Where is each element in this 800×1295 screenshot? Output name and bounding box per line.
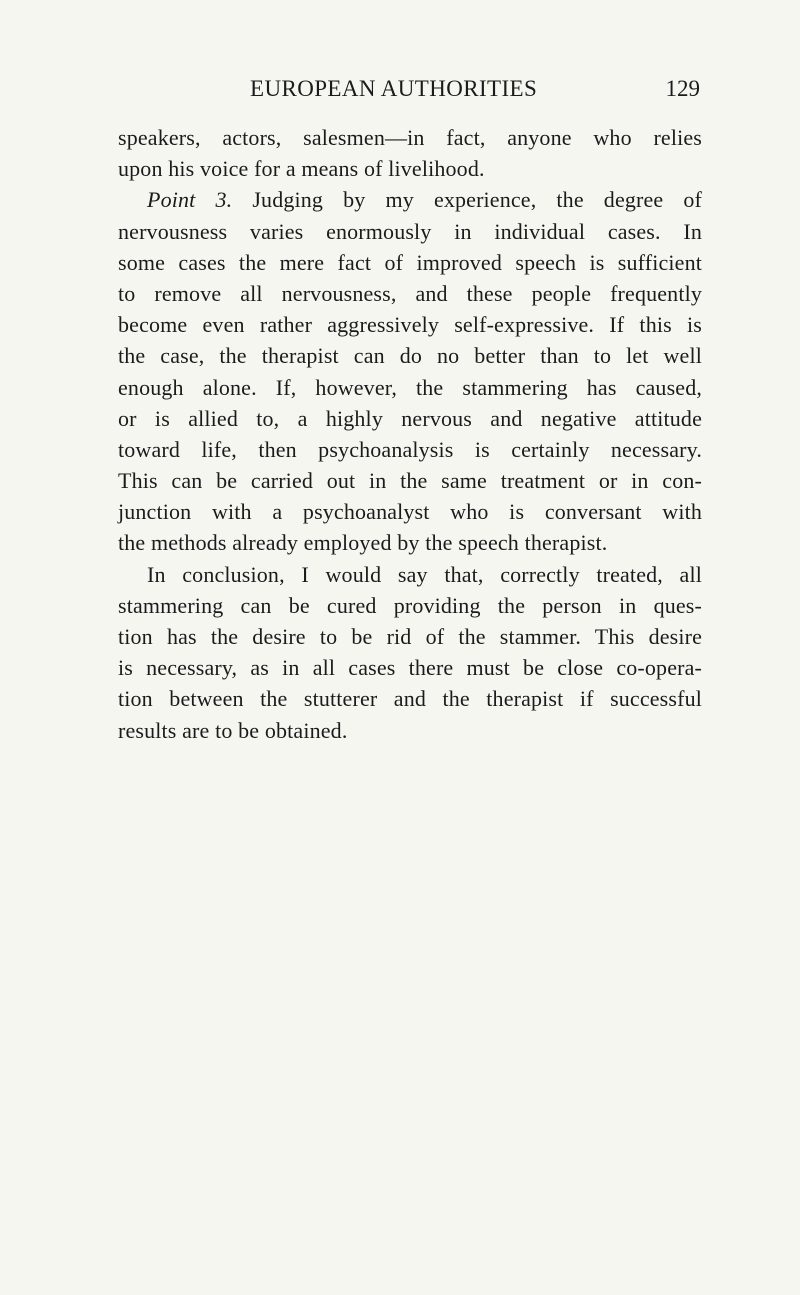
- point-text: Judging by my experience, the degree of: [232, 187, 702, 213]
- running-head: [118, 72, 700, 106]
- text-line: This can be carried out in the same treatment or in con-: [118, 468, 702, 494]
- text-line: upon his voice for a means of livelihood.: [118, 156, 485, 182]
- text-line: to remove all nervousness, and these people frequently: [118, 280, 702, 306]
- text-line: results are to be obtained.: [118, 717, 348, 743]
- text-line: become even rather aggressively self-expressive. If this is: [118, 312, 702, 338]
- point-label: Point 3.: [147, 187, 233, 213]
- body-text: [118, 122, 702, 746]
- text-line: tion between the stutterer and the therapist if successful: [118, 686, 702, 712]
- running-title: EUROPEAN AUTHORITIES: [250, 76, 538, 101]
- page-number: 129: [665, 76, 700, 101]
- text-line: some cases the mere fact of improved speech is sufficient: [118, 249, 702, 275]
- text-line: tion has the desire to be rid of the stammer. This desire: [118, 624, 702, 649]
- text-line: speakers, actors, salesmen—in fact, anyone who relies: [118, 125, 702, 150]
- text-line: the methods already employed by the speech therapist.: [118, 530, 608, 556]
- text-line: stammering can be cured providing the person in ques-: [118, 592, 702, 618]
- text-line: nervousness varies enormously in individual cases. In: [118, 218, 702, 244]
- text-line: junction with a psychoanalyst who is conversant with: [118, 499, 702, 525]
- text-line: is necessary, as in all cases there must be close co-opera-: [118, 655, 702, 681]
- text-line: the case, the therapist can do no better than to let well: [118, 343, 702, 369]
- text-line: toward life, then psychoanalysis is certainly necessary.: [118, 436, 702, 462]
- text-line: or is allied to, a highly nervous and negative attitude: [118, 405, 702, 431]
- text-line: enough alone. If, however, the stammering has caused,: [118, 374, 702, 400]
- point-3-line: [118, 184, 702, 215]
- text-line: In conclusion, I would say that, correctly treated, all: [147, 561, 702, 587]
